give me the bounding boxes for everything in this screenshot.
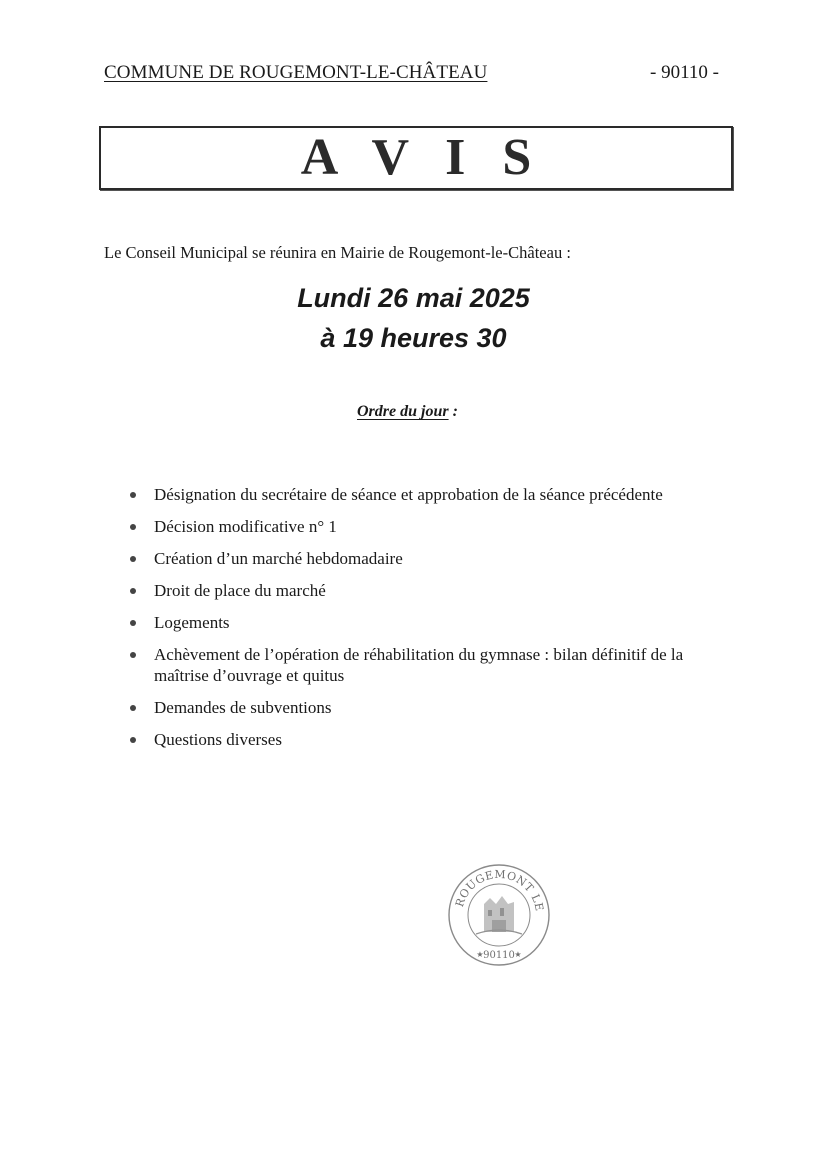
agenda-item xyxy=(130,729,730,750)
agenda-item xyxy=(130,484,730,505)
agenda-item-text: Décision modificative n° 1 xyxy=(154,517,337,536)
agenda-heading xyxy=(357,403,458,421)
agenda-heading-colon: : xyxy=(448,403,458,420)
star-icon: ★ xyxy=(476,950,484,959)
bullet-icon xyxy=(130,556,136,562)
agenda-item xyxy=(130,612,730,633)
agenda-item xyxy=(130,580,730,601)
town-hall-stamp xyxy=(444,862,554,968)
agenda-item xyxy=(130,516,730,537)
agenda-item xyxy=(130,697,730,718)
agenda-list xyxy=(130,484,730,761)
commune-name: COMMUNE DE ROUGEMONT-LE-CHÂTEAU xyxy=(104,62,488,83)
intro-text: Le Conseil Municipal se réunira en Mairie de Rougemont-le-Château : xyxy=(104,243,571,262)
agenda-heading-label: Ordre du jour xyxy=(357,403,449,420)
bullet-icon xyxy=(130,588,136,594)
star-icon: ★ xyxy=(514,950,522,959)
agenda-item-text: Création d’un marché hebdomadaire xyxy=(154,549,403,568)
agenda-item-text: Logements xyxy=(154,613,230,632)
bullet-icon xyxy=(130,652,136,658)
postal-code: - 90110 - xyxy=(650,62,719,83)
meeting-date: Lundi 26 mai 2025 xyxy=(297,283,530,313)
agenda-item-text: Désignation du secrétaire de séance et approbation de la séance précédente xyxy=(154,485,663,504)
meeting-time: à 19 heures 30 xyxy=(320,323,507,353)
page-title: A V I S xyxy=(300,129,544,186)
agenda-item-text: Achèvement de l’opération de réhabilitation du gymnase : bilan définitif de la maîtrise d’ouvrage et quitus xyxy=(154,645,684,685)
agenda-item-text: Droit de place du marché xyxy=(154,581,326,600)
stamp-ring-text: ROUGEMONT LE xyxy=(452,867,546,913)
stamp-postal: 90110 xyxy=(483,950,515,961)
agenda-item xyxy=(130,548,730,569)
agenda-item-text: Demandes de subventions xyxy=(154,698,332,717)
bullet-icon xyxy=(130,620,136,626)
agenda-item xyxy=(130,644,730,686)
stamp-seal-icon xyxy=(444,862,554,968)
bullet-icon xyxy=(130,492,136,498)
agenda-item-text: Questions diverses xyxy=(154,730,282,749)
bullet-icon xyxy=(130,524,136,530)
title-box xyxy=(99,126,733,190)
bullet-icon xyxy=(130,737,136,743)
bullet-icon xyxy=(130,705,136,711)
